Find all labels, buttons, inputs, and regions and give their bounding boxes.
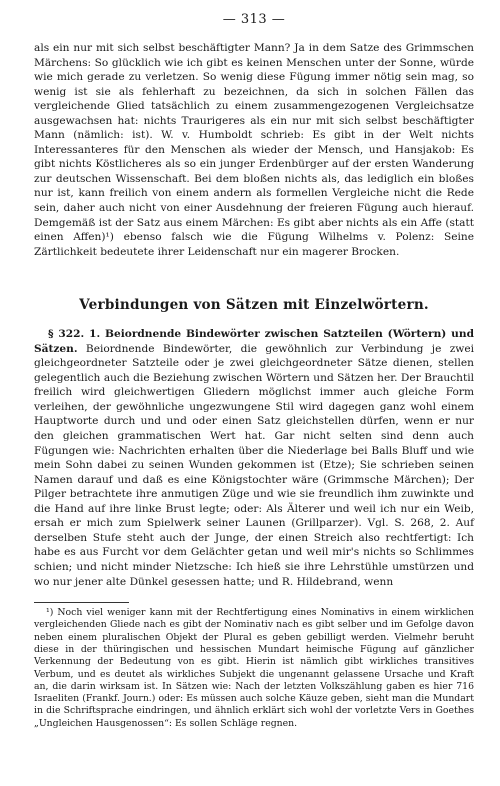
body-paragraph-top: als ein nur mit sich selbst beschäftigter Mann? Ja in dem Satze des Grimmschen Märchens: So glücklich wie ich gibt es keinen Menschen unter der Sonne, würde wie mich gerade zu verletzen. So wenig diese Fügung immer nötig sein mag, so wenig ist sie als fehlerhaft zu bezeichnen, da sich in solchen Fällen das vergleichende Glied tatsächlich zu einem zusammengezogenen Vergleichsatze ausgewachsen hat: nichts Traurigeres als ein nur mit sich selbst beschäftigter Mann (nämlich: ist). W. v. Humboldt schrieb: Es gibt in der Welt nichts Interessanteres für den Menschen als wieder der Mensch, und Hansjakob: Es gibt nichts Köstlicheres als so ein junger Erdenbürger auf der ersten Wanderung zur deutschen Wissenschaft. Bei dem bloßen nichts als, das lediglich ein bloßes nur ist, kann freilich von einem andern als formellen Vergleiche nicht die Rede sein, daher auch nicht von einer Ausdehnung der freieren Fügung auch hierauf. Demgemäß ist der Satz aus einem Märchen: Es gibt aber nichts als ein Affe (statt einen Affen)¹) ebenso falsch wie die Fügung Wilhelms v. Polenz: Seine Zärtlichkeit bedeutete ihrer Leidenschaft nur ein magerer Brocken. bbox=[34, 42, 474, 258]
document-page bbox=[34, 12, 474, 730]
page-number: — 313 — bbox=[222, 12, 286, 27]
footnote-divider bbox=[34, 602, 129, 603]
section-paragraph bbox=[34, 327, 474, 589]
paragraph-heading-run: § 322. 1. Beiordnende Bindewörter zwischen Satzteilen (Wörtern) und Sätzen. bbox=[34, 328, 474, 355]
footnote: ¹) Noch viel weniger kann mit der Rechtfertigung eines Nominativs in einem wirklichen vergleichenden Gliede nach es gibt der Nominativ nach es gibt selber und im Gefolge davon neben einem pluralischen Objekt der Plural es geben gebilligt werden. Vielmehr beruht diese in der thüringischen und hessischen Mundart heimische Fügung auf gänzlicher Verkennung der Bedeutung von es gibt. Hierin ist nämlich gibt wirkliches transitives Verbum, und es deutet als wirkliches Subjekt die ungenannt gelassene Ursache und Kraft an, die darin wirksam ist. In Sätzen wie: Nach der letzten Volkszählung gaben es hier 716 Israeliten (Frankf. Journ.) oder: Es müssen auch solche Käuze geben, sieht man die Mundart in die Schriftsprache eindringen, und ähnlich erklärt sich wohl der vorletzte Vers in Goethes „Ungleichen Hausgenossen“: Es sollen Schläge regnen. bbox=[34, 607, 474, 729]
section-heading: Verbindungen von Sätzen mit Einzelwörtern. bbox=[79, 297, 429, 314]
paragraph-body: Beiordnende Bindewörter, die gewöhnlich zur Verbindung je zwei gleichgeordneter Satzteile oder je zwei gleichgeordneter Sätze dienen, stellen gelegentlich auch die Beziehung zwischen Wörtern und Sätzen her. Der Brauchtil freilich wird gleichwertigen Gliedern möglichst immer auch gleiche Form verleihen, der gewöhnliche ungezwungene Stil wird dagegen ganz wohl einem Hauptworte durch und und oder einen Satz gleichstellen dürfen, wenn er nur den gleichen grammatischen Wert hat. Gar nicht selten sind denn auch Fügungen wie: Nachrichten erhalten über die Niederlage bei Balls Bluff und wie mein Sohn dabei zu seinen Wunden gekommen ist (Etze); Sie schrieben seinen Namen darauf und daß es eine Königstochter wäre (Grimmsche Märchen); Der Pilger betrachtete ihre anmutigen Züge und wie sie freundlich ihm zuwinkte und die Hand auf ihre linke Brust legte; oder: Als Älterer und weil ich nur ein Weib, ersah er mich zum Spielwerk seiner Launen (Grillparzer). Vgl. S. 268, 2. Auf derselben Stufe steht auch der Junge, der einen Streich also rechtfertigt: Ich habe es aus Furcht vor dem Gelächter getan und weil mir's nichts so Schlimmes schien; und nicht minder Nietzsche: Ich hieß sie ihre Lehrstühle umstürzen und wo nur jener alte Dünkel gesessen hatte; und R. Hildebrand, wenn bbox=[34, 342, 474, 588]
